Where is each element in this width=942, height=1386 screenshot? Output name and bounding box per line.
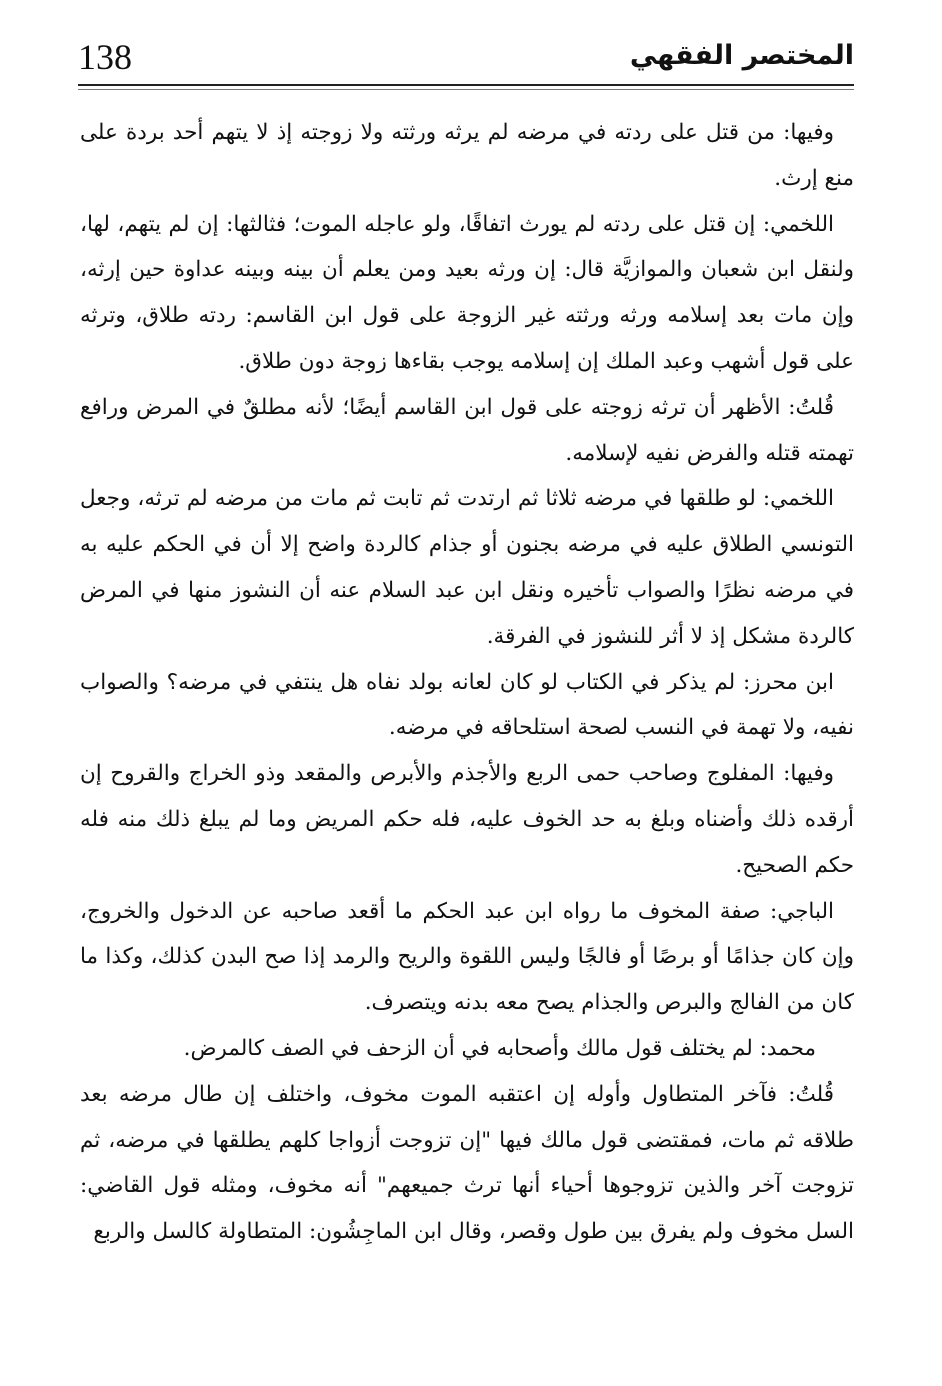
paragraph-1: وفيها: من قتل على ردته في مرضه لم يرثه ورثته ولا زوجته إذ لا يتهم أحد بردة على منع إرث.	[80, 120, 854, 191]
paragraph-8: محمد: لم يختلف قول مالك وأصحابه في أن الزحف في الصف كالمرض.	[183, 1035, 816, 1061]
paragraph-7: الباجي: صفة المخوف ما رواه ابن عبد الحكم ما أقعد صاحبه عن الدخول والخروج، وإن كان جذامًا أو برصًا أو فالجًا وليس اللقوة والريح والرمد إذا صح البدن كذلك، وكذا ما كان من الفالج والبرص والجذام يصح معه بدنه ويتصرف.	[80, 898, 854, 1016]
header-rule-thin	[78, 89, 854, 90]
paragraph-3: قُلتُ: الأظهر أن ترثه زوجته على قول ابن القاسم أيضًا؛ لأنه مطلقٌ في المرض ورافع تهمته قتله والفرض نفيه لإسلامه.	[80, 394, 854, 466]
header-rule	[78, 84, 854, 86]
paragraph-6: وفيها: المفلوج وصاحب حمى الربع والأجذم والأبرص والمقعد وذو الخراج والقروح إن أرقده ذلك وأضناه وبلغ به حد الخوف عليه، فله حكم المريض وما لم يبلغ ذلك منه فله حكم الصحيح.	[80, 761, 854, 878]
paragraph-4: اللخمي: لو طلقها في مرضه ثلاثا ثم ارتدت ثم تابت ثم مات من مرضه لم ترثه، وجعل التونسي الطلاق عليه في مرضه بجنون أو جذام كالردة واضح إلا أن في الحكم عليه به في مرضه نظرًا والصواب تأخيره ونقل ابن عبد السلام عنه أن النشوز منها في المرض كالردة مشكل إذ لا أثر للنشوز في الفرقة.	[80, 486, 854, 649]
page-body	[80, 110, 854, 1255]
page-number: 138	[78, 37, 132, 77]
paragraph-2: اللخمي: إن قتل على ردته لم يورث اتفاقًا، ولو عاجله الموت؛ فثالثها: إن لم يتهم، لها، ولنقل ابن شعبان والموازيَّة قال: إن ورثه بعيد ومن يعلم أن بينه وبينه عداوة حين إرثه، وإن مات بعد إسلامه ورثه ورثته غير الزوجة على قول ابن القاسم: ردته طلاق، وترثه على قول أشهب وعبد الملك إن إسلامه يوجب بقاءها زوجة دون طلاق.	[80, 211, 854, 374]
book-title: المختصر الفقهي	[629, 40, 854, 71]
page-header	[78, 30, 854, 92]
paragraph-9: قُلتُ: فآخر المتطاول وأوله إن اعتقبه الموت مخوف، واختلف إن طال مرضه بعد طلاقه ثم مات، فمقتضى قول مالك فيها "إن تزوجت أزواجا كلهم يطلقها في مرضه، ثم تزوجت آخر والذين تزوجوها أحياء أنها ترث جميعهم" أنه مخوف، ومثله قول القاضي: السل مخوف ولم يفرق بين طول وقصر، وقال ابن الماجِشُون: المتطاولة كالسل والربع	[80, 1081, 854, 1245]
paragraph-5: ابن محرز: لم يذكر في الكتاب لو كان لعانه بولد نفاه هل ينتفي في مرضه؟ والصواب نفيه، ولا تهمة في النسب لصحة استلحاقه في مرضه.	[80, 669, 854, 741]
